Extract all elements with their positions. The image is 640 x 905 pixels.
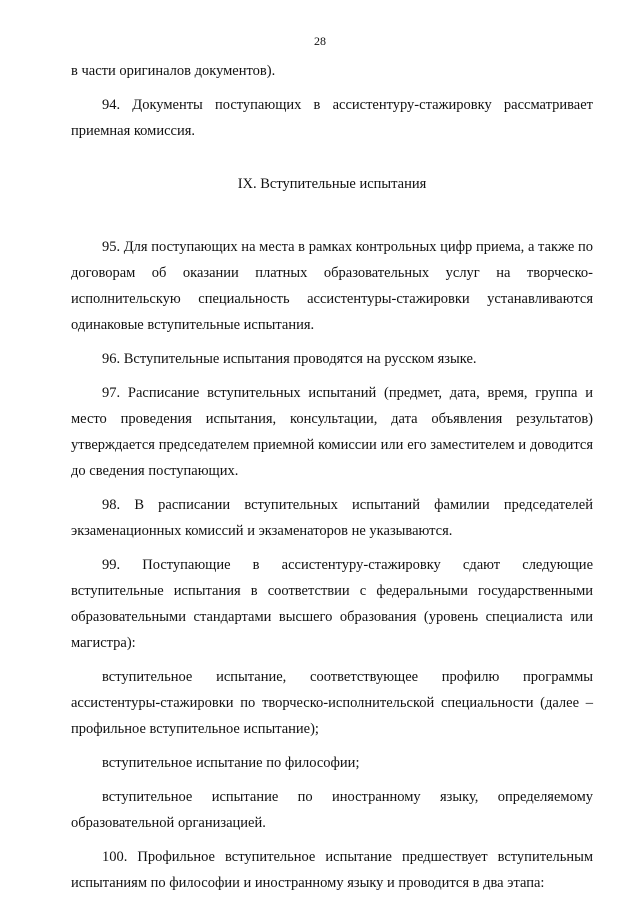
list-item-philosophy-exam: вступительное испытание по философии; (102, 755, 360, 771)
section-heading: IX. Вступительные испытания (237, 176, 427, 192)
paragraph-94: 94. Документы поступающих в ассистентуру-стажировку рассматривает приемная комиссия. (71, 97, 593, 139)
page-number: 28 (314, 34, 326, 48)
list-item-profile-exam: вступительное испытание, соответствующее профилю программы ассистентуры-стажировки по творческо-исполнительской специальности (далее – профильное вступительное испытание); (71, 669, 593, 737)
paragraph-100: 100. Профильное вступительное испытание предшествует вступительным испытаниям по философии и иностранному языку и проводится в два этапа: (71, 849, 593, 891)
list-item-foreign-language-exam: вступительное испытание по иностранному языку, определяемому образовательной организацией. (71, 789, 593, 831)
paragraph-99: 99. Поступающие в ассистентуру-стажировку сдают следующие вступительные испытания в соответствии с федеральными государственными образовательными стандартами высшего образования (уровень специалиста или магистра): (71, 557, 593, 651)
paragraph-98: 98. В расписании вступительных испытаний фамилии председателей экзаменационных комиссий и экзаменаторов не указываются. (71, 497, 593, 539)
paragraph-continuation: в части оригиналов документов). (71, 63, 276, 79)
paragraph-97: 97. Расписание вступительных испытаний (предмет, дата, время, группа и место проведения испытания, консультации, дата объявления результатов) утверждается председателем приемной комиссии или его заместителем и доводится до сведения поступающих. (71, 385, 593, 479)
heading-spacer (71, 226, 593, 234)
text-column (71, 58, 593, 904)
paragraph-95: 95. Для поступающих на места в рамках контрольных цифр приема, а также по договорам об оказании платных образовательных услуг на творческо-исполнительскую специальность ассистентуры-стажировки устанавливаются одинаковые вступительные испытания. (71, 239, 593, 333)
paragraph-96: 96. Вступительные испытания проводятся на русском языке. (102, 351, 477, 367)
